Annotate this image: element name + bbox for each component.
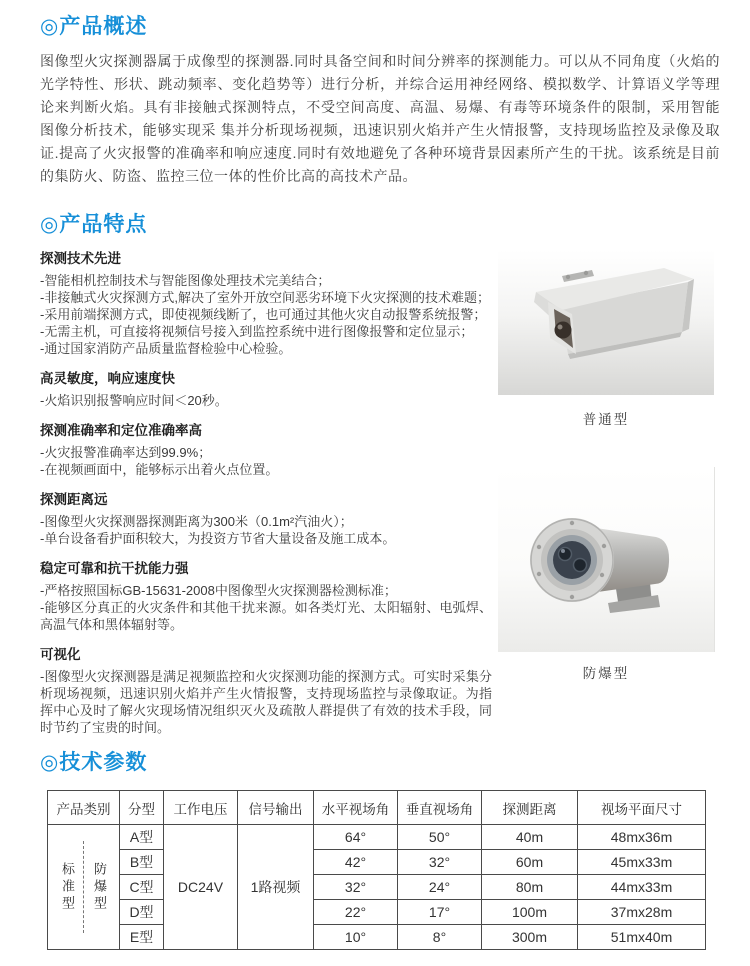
- feature-item-stability: [40, 560, 492, 633]
- model-cell: E型: [120, 925, 164, 950]
- spec-table: [47, 790, 706, 950]
- category-explosion-proof: 防爆型: [92, 861, 107, 913]
- header-model: 分型: [120, 791, 164, 825]
- feature-line: -火焰识别报警响应时间＜20秒。: [40, 393, 228, 408]
- view-size-cell: 44mx33m: [578, 875, 706, 900]
- v-angle-cell: 32°: [398, 850, 482, 875]
- feature-line: -火灾报警准确率达到99.9%；: [40, 445, 212, 460]
- features-list: [40, 248, 492, 736]
- view-size-cell: 48mx36m: [578, 825, 706, 850]
- feature-line: -在视频画面中，能够标示出着火点位置。: [40, 462, 279, 477]
- normal-camera-illustration: [498, 250, 714, 395]
- params-title: ◎技术参数: [40, 751, 148, 774]
- feature-item-sensitivity: [40, 370, 492, 409]
- feature-heading: 探测准确率和定位准确率高: [40, 423, 202, 438]
- feature-item-accuracy: [40, 422, 492, 478]
- view-size-cell: 51mx40m: [578, 925, 706, 950]
- model-cell: C型: [120, 875, 164, 900]
- overview-paragraph: 图像型火灾探测器属于成像型的探测器.同时具备空间和时间分辨率的探测能力。可以从不同角度（火焰的光学特性、形状、跳动频率、变化趋势等）进行分析，并综合运用神经网络、模拟数学、计算语义学等理论来判断火焰。具有非接触式探测特点，不受空间高度、高温、易爆、有毒等环境条件的限制，采用智能图像分析技术，能够实现采 集并分析现场视频，迅速识别火焰并产生火情报警，支持现场监控及录像及取证.提高了火灾报警的准确率和响应速度.同时有效地避免了各种环境背景因素所产生的干扰。该系统是目前的集防火、防盗、监控三位一体的性价比高的高技术产品。: [40, 53, 720, 184]
- spec-row-b: [48, 850, 706, 875]
- distance-cell: 100m: [482, 900, 578, 925]
- view-size-cell: 45mx33m: [578, 850, 706, 875]
- view-size-cell: 37mx28m: [578, 900, 706, 925]
- signal-cell: 1路视频: [238, 825, 314, 950]
- distance-cell: 60m: [482, 850, 578, 875]
- product-caption-explosion-proof: 防爆型: [582, 666, 630, 681]
- model-cell: D型: [120, 900, 164, 925]
- feature-heading: 探测技术先进: [40, 251, 121, 266]
- feature-line: -智能相机控制技术与智能图像处理技术完美结合；: [40, 273, 331, 288]
- distance-cell: 80m: [482, 875, 578, 900]
- explosion-proof-camera-illustration: [498, 467, 714, 652]
- header-view-size: 视场平面尺寸: [578, 791, 706, 825]
- v-angle-cell: 24°: [398, 875, 482, 900]
- h-angle-cell: 10°: [314, 925, 398, 950]
- feature-line: -单台设备看护面积较大，为投资方节省大量设备及施工成本。: [40, 531, 396, 546]
- h-angle-cell: 42°: [314, 850, 398, 875]
- feature-item-detection-tech: [40, 250, 492, 357]
- feature-item-distance: [40, 491, 492, 547]
- header-h-angle: 水平视场角: [314, 791, 398, 825]
- h-angle-cell: 22°: [314, 900, 398, 925]
- v-angle-cell: 8°: [398, 925, 482, 950]
- feature-heading: 稳定可靠和抗干扰能力强: [40, 561, 189, 576]
- product-image-explosion-proof: [498, 467, 715, 652]
- header-distance: 探测距离: [482, 791, 578, 825]
- category-divider: [83, 841, 84, 933]
- product-image-normal: [498, 250, 714, 395]
- feature-heading: 高灵敏度，响应速度快: [40, 371, 175, 386]
- feature-line: -图像型火灾探测器是满足视频监控和火灾探测功能的探测方式。可实时采集分析现场视频，迅速识别火焰并产生火情报警，支持现场监控与录像取证。为指挥中心及时了解火灾现场情况组织灭火及疏散人群提供了有效的技术手段，同时节约了宝贵的时间。: [40, 669, 492, 735]
- feature-line: -无需主机，可直接将视频信号接入到监控系统中进行图像报警和定位显示；: [40, 324, 474, 339]
- feature-line: -能够区分真正的火灾条件和其他干扰来源。如各类灯光、太阳辐射、电弧焊、高温气体和黑体辐射等。: [40, 600, 492, 632]
- h-angle-cell: 64°: [314, 825, 398, 850]
- spec-row-e: [48, 925, 706, 950]
- feature-line: -严格按照国标GB-15631-2008中图像型火灾探测器检测标准；: [40, 583, 397, 598]
- feature-line: -通过国家消防产品质量监督检验中心检验。: [40, 341, 292, 356]
- spec-row-a: [48, 825, 706, 850]
- feature-line: -采用前端探测方式，即使视频线断了，也可通过其他火灾自动报警系统报警；: [40, 307, 487, 322]
- spec-header-row: [48, 791, 706, 825]
- feature-heading: 可视化: [40, 647, 81, 662]
- features-section: [40, 248, 720, 736]
- header-voltage: 工作电压: [164, 791, 238, 825]
- header-category: 产品类别: [48, 791, 120, 825]
- feature-line: -图像型火灾探测器探测距离为300米（0.1m²汽油火）；: [40, 514, 353, 529]
- category-standard: 标准型: [60, 861, 75, 913]
- overview-title: ◎产品概述: [40, 15, 148, 38]
- distance-cell: 40m: [482, 825, 578, 850]
- h-angle-cell: 32°: [314, 875, 398, 900]
- feature-line: -非接触式火灾探测方式,解决了室外开放空间恶劣环境下火灾探测的技术难题；: [40, 290, 490, 305]
- spec-row-d: [48, 900, 706, 925]
- feature-item-visualization: [40, 646, 492, 736]
- model-cell: A型: [120, 825, 164, 850]
- distance-cell: 300m: [482, 925, 578, 950]
- product-images-column: [492, 248, 720, 730]
- spec-row-c: [48, 875, 706, 900]
- category-cell: [48, 825, 120, 950]
- voltage-cell: DC24V: [164, 825, 238, 950]
- header-signal: 信号输出: [238, 791, 314, 825]
- feature-heading: 探测距离远: [40, 492, 108, 507]
- product-caption-normal: 普通型: [582, 412, 630, 427]
- v-angle-cell: 50°: [398, 825, 482, 850]
- header-v-angle: 垂直视场角: [398, 791, 482, 825]
- v-angle-cell: 17°: [398, 900, 482, 925]
- model-cell: B型: [120, 850, 164, 875]
- features-title: ◎产品特点: [40, 213, 148, 236]
